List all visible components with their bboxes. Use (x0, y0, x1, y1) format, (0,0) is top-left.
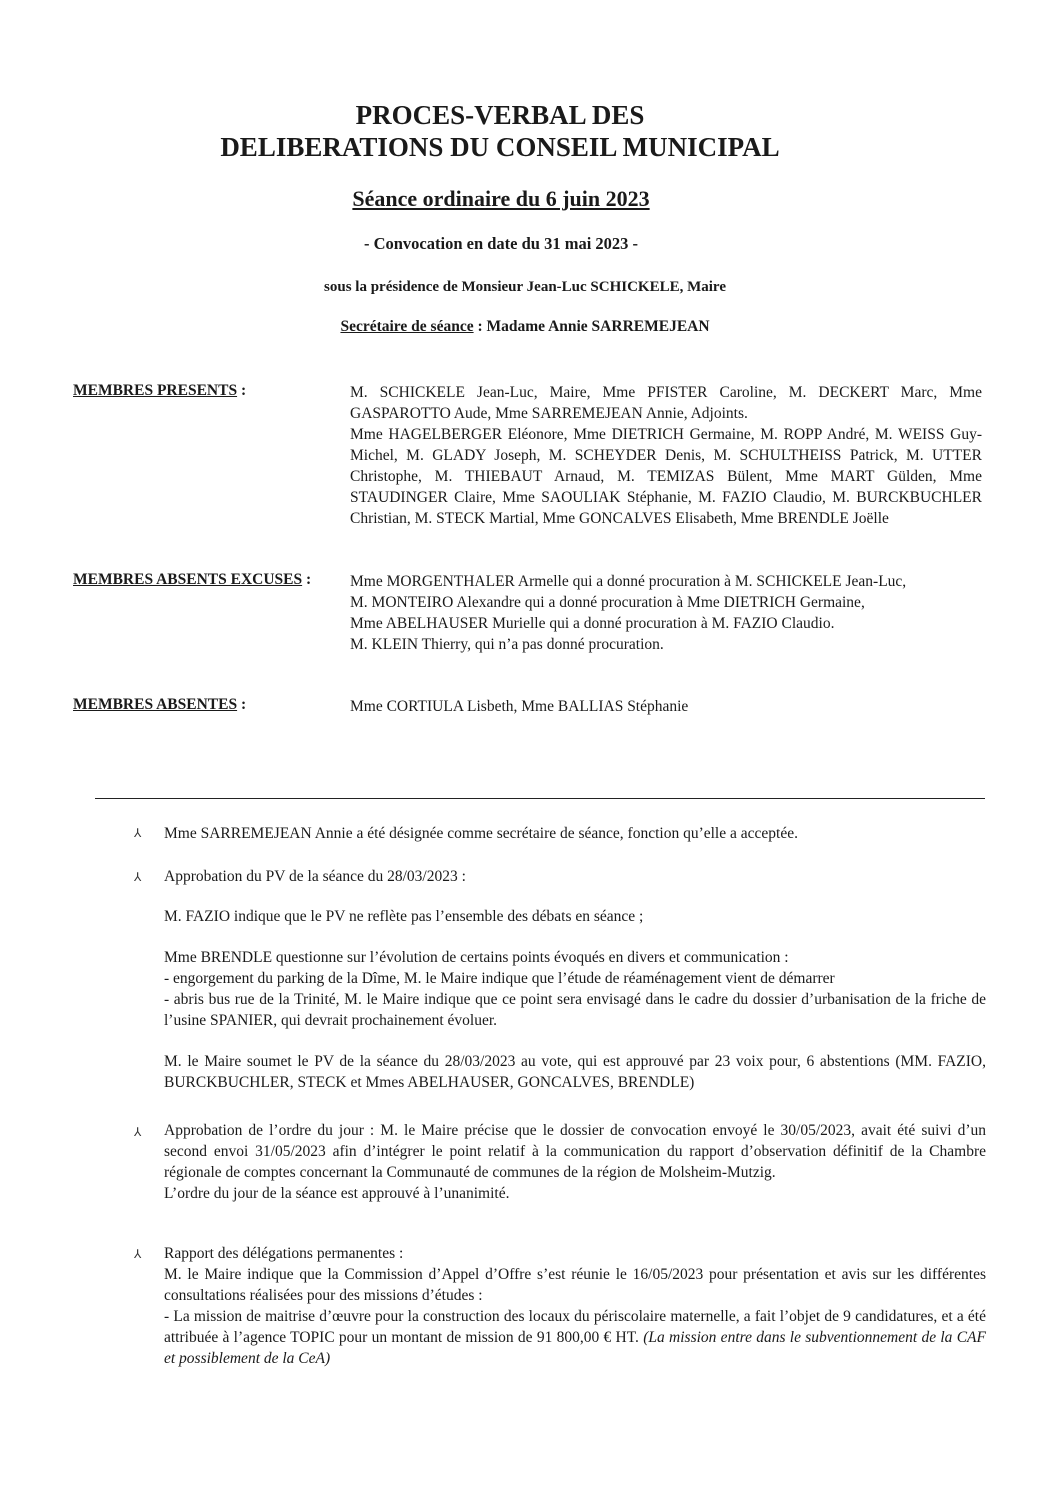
convocation-line: - Convocation en date du 31 mai 2023 - (363, 234, 639, 253)
item-ordre-du-jour-text: Approbation de l’ordre du jour : M. le Maire précise que le dossier de convocation envoyé le 30/05/2023, avait été suivi d’un second envoi 31/05/2023 afin d’intégrer le point relatif à la communication du rapport d’observation définitif de la Chambre régionale de comptes concernant la Communauté de communes de la région de Molsheim-Mutzig. (164, 1122, 986, 1181)
secretaire-label: Secrétaire de séance (340, 318, 474, 335)
excuses-line-4: M. KLEIN Thierry, qui n’a pas donné procuration. (350, 636, 664, 653)
absentes-value: Mme CORTIULA Lisbeth, Mme BALLIAS Stéphanie (350, 698, 689, 715)
item-delegations-title: Rapport des délégations permanentes : (164, 1245, 404, 1262)
excuses-label (73, 571, 311, 589)
item-approbation-pv-fazio: M. FAZIO indique que le PV ne reflète pas l’ensemble des débats en séance ; (164, 908, 644, 925)
seance-heading: Séance ordinaire du 6 juin 2023 (352, 186, 650, 211)
bullet-icon: ⅄ (134, 870, 142, 884)
presents-list (350, 382, 982, 529)
absentes-label (73, 696, 246, 714)
item-approbation-pv-title: Approbation du PV de la séance du 28/03/2023 : (164, 868, 466, 885)
absentes-colon: : (237, 696, 247, 713)
item-delegations-mission (164, 1306, 986, 1369)
item-approbation-pv-trinite: - abris bus rue de la Trinité, M. le Maire indique que ce point sera envisagé dans le cadre du dossier d’urbanisation de la friche de l’usine SPANIER, qui devrait prochainement évoluer. (164, 991, 986, 1029)
item-ordre-du-jour (164, 1120, 986, 1204)
excuses-list (350, 571, 982, 655)
item-approbation-pv-dime: - engorgement du parking de la Dîme, M. le Maire indique que l’étude de réaménagement vient de démarrer (164, 970, 835, 987)
presidence-line: sous la présidence de Monsieur Jean-Luc SCHICKELE, Maire (324, 279, 726, 295)
item-delegations-mission-note: (La mission entre dans le subventionnement de la CAF et possiblement de la CeA) (164, 1329, 986, 1367)
excuses-line-2: M. MONTEIRO Alexandre qui a donné procuration à Mme DIETRICH Germaine, (350, 594, 865, 611)
excuses-label-text: MEMBRES ABSENTS EXCUSES (73, 571, 303, 588)
absentes-list (350, 696, 982, 717)
item-approbation-pv (164, 866, 986, 1093)
item-ordre-du-jour-approved: L’ordre du jour de la séance est approuvé à l’unanimité. (164, 1185, 510, 1202)
title-line-1: PROCES-VERBAL DES (355, 100, 645, 130)
item-secretaire (164, 823, 986, 844)
bullet-icon: ⅄ (134, 1247, 142, 1261)
presents-label-text: MEMBRES PRESENTS (73, 382, 238, 399)
excuses-colon: : (302, 571, 312, 588)
presents-line-1: M. SCHICKELE Jean-Luc, Maire, Mme PFISTER Caroline, M. DECKERT Marc, Mme GASPAROTTO Aude, Mme SARREMEJEAN Annie, Adjoints. (350, 384, 982, 422)
item-secretaire-text: Mme SARREMEJEAN Annie a été désignée comme secrétaire de séance, fonction qu’elle a acceptée. (164, 825, 798, 842)
bullet-icon: ⅄ (134, 826, 142, 840)
excuses-line-1: Mme MORGENTHALER Armelle qui a donné procuration à M. SCHICKELE Jean-Luc, (350, 573, 907, 590)
presents-colon: : (237, 382, 247, 399)
secretaire-value: : Madame Annie SARREMEJEAN (473, 318, 710, 335)
separator-rule (95, 798, 985, 799)
title-line-2: DELIBERATIONS DU CONSEIL MUNICIPAL (220, 132, 780, 162)
secretaire-line (0, 318, 1050, 336)
item-approbation-pv-brendle: Mme BRENDLE questionne sur l’évolution de certains points évoqués en divers et communication : (164, 949, 789, 966)
item-delegations-mission-text: - La mission de maitrise d’œuvre pour la construction des locaux du périscolaire maternelle, a fait l’objet de 9 candidatures, et a été attribuée à l’agence TOPIC pour un montant de mission de 91 800,00 € HT. (164, 1308, 986, 1346)
absentes-label-text: MEMBRES ABSENTES (73, 696, 238, 713)
presents-label (73, 382, 246, 400)
item-delegations-cao: M. le Maire indique que la Commission d’Appel d’Offre s’est réunie le 16/05/2023 pour présentation et avis sur les différentes consultations réalisées pour des missions d’études : (164, 1266, 986, 1304)
item-approbation-pv-vote: M. le Maire soumet le PV de la séance du 28/03/2023 au vote, qui est approuvé par 23 voix pour, 6 abstentions (MM. FAZIO, BURCKBUCHLER, STECK et Mmes ABELHAUSER, GONCALVES, BRENDLE) (164, 1053, 986, 1091)
bullet-icon: ⅄ (134, 1125, 142, 1139)
excuses-line-3: Mme ABELHAUSER Murielle qui a donné procuration à M. FAZIO Claudio. (350, 615, 835, 632)
item-delegations (164, 1243, 986, 1369)
presents-line-2: Mme HAGELBERGER Eléonore, Mme DIETRICH Germaine, M. ROPP André, M. WEISS Guy-Michel, M. GLADY Joseph, M. SCHEYDER Denis, M. SCHULTHEISS Patrick, M. UTTER Christophe, M. THIEBAUT Arnaud, M. TEMIZAS Bülent, Mme MART Gülden, Mme STAUDINGER Claire, Mme SAOULIAK Stéphanie, M. FAZIO Claudio, M. BURCKBUCHLER Christian, M. STECK Martial, Mme GONCALVES Elisabeth, Mme BRENDLE Joëlle (350, 426, 982, 527)
